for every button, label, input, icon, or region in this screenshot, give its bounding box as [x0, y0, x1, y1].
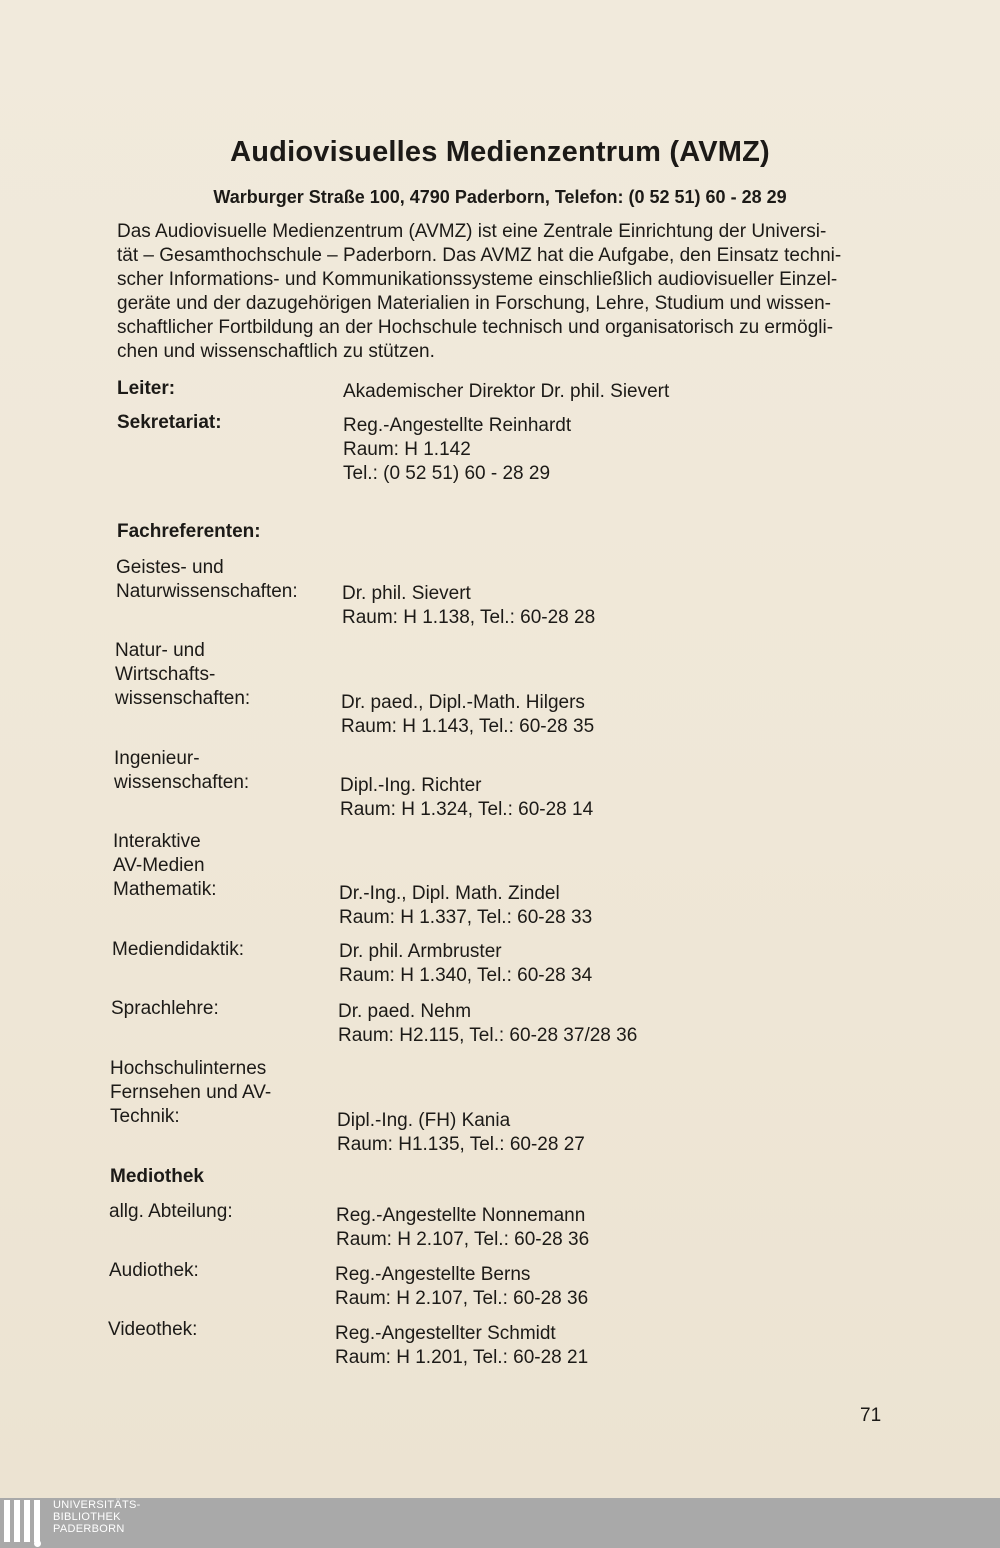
sekretariat-line: Reg.-Angestellte Reinhardt	[343, 415, 572, 436]
label-line: Geistes- und	[116, 557, 224, 578]
page-number: 71	[860, 1405, 882, 1426]
label-line: Fernsehen und AV-	[110, 1082, 272, 1103]
leiter-value: Akademischer Direktor Dr. phil. Sievert	[343, 381, 670, 402]
intro-line: chen und wissenschaftlich zu stützen.	[117, 341, 435, 362]
library-line: PADERBORN	[53, 1523, 125, 1535]
sekretariat-line: Raum: H 1.142	[343, 439, 471, 460]
library-line: UNIVERSITÄTS-	[53, 1499, 141, 1511]
label-line: Mathematik:	[113, 879, 217, 900]
fachreferent-label	[112, 938, 244, 962]
value-line: Dipl.-Ing. Richter	[340, 775, 482, 796]
sekretariat-label: Sekretariat:	[117, 412, 222, 433]
fachreferent-value	[339, 940, 592, 988]
value-line: Dr. phil. Armbruster	[339, 941, 502, 962]
library-line: BIBLIOTHEK	[53, 1511, 121, 1523]
fachreferent-label	[115, 639, 250, 711]
label-line: Interaktive	[113, 831, 201, 852]
value-line: Dr. paed. Nehm	[338, 1001, 472, 1022]
mediothek-value	[335, 1322, 588, 1370]
value-line: Dr. paed., Dipl.-Math. Hilgers	[341, 692, 585, 713]
intro-line: geräte und der dazugehörigen Materialien in Forschung, Lehre, Studium und wissen-	[117, 293, 831, 314]
mediothek-heading: Mediothek	[110, 1166, 204, 1187]
mediothek-label: allg. Abteilung:	[109, 1201, 233, 1222]
fachreferent-label	[114, 747, 249, 795]
fachreferent-value	[339, 882, 592, 930]
fachreferent-value	[338, 1000, 637, 1048]
intro-line: schaftlicher Fortbildung an der Hochschule technisch und organisatorisch zu ermögli-	[117, 317, 834, 338]
sekretariat-value	[343, 414, 571, 486]
fachreferent-value	[341, 691, 594, 739]
intro-line: tät – Gesamthochschule – Paderborn. Das AVMZ hat die Aufgabe, den Einsatz techni-	[117, 245, 842, 266]
label-line: wissenschaften:	[115, 688, 251, 709]
mediothek-value	[336, 1204, 589, 1252]
value-line: Raum: H 2.107, Tel.: 60-28 36	[335, 1288, 589, 1309]
label-line: Ingenieur-	[114, 748, 200, 769]
label-line: Sprachlehre:	[111, 998, 219, 1019]
intro-line: Das Audiovisuelle Medienzentrum (AVMZ) ist eine Zentrale Einrichtung der Universi-	[117, 221, 827, 242]
mediothek-value	[335, 1263, 588, 1311]
value-line: Raum: H 2.107, Tel.: 60-28 36	[336, 1229, 590, 1250]
value-line: Raum: H 1.340, Tel.: 60-28 34	[339, 965, 593, 986]
fachreferent-value	[340, 774, 593, 822]
value-line: Reg.-Angestellter Schmidt	[335, 1323, 556, 1344]
fachreferent-label	[113, 830, 216, 902]
fachreferent-label	[116, 556, 298, 604]
label-line: Naturwissenschaften:	[116, 581, 298, 602]
value-line: Dr.-Ing., Dipl. Math. Zindel	[339, 883, 560, 904]
value-line: Reg.-Angestellte Berns	[335, 1264, 531, 1285]
value-line: Reg.-Angestellte Nonnemann	[336, 1205, 586, 1226]
label-line: AV-Medien	[113, 855, 205, 876]
library-name	[53, 1499, 141, 1535]
intro-line: scher Informations- und Kommunikationssysteme einschließlich audiovisueller Einzel-	[117, 269, 838, 290]
label-line: wissenschaften:	[114, 772, 250, 793]
value-line: Raum: H 1.138, Tel.: 60-28 28	[342, 607, 596, 628]
label-line: Wirtschafts-	[115, 664, 216, 685]
intro-paragraph	[117, 220, 897, 364]
fachreferent-label	[111, 997, 219, 1021]
value-line: Dr. phil. Sievert	[342, 583, 471, 604]
fachreferenten-heading: Fachreferenten:	[117, 521, 261, 542]
value-line: Raum: H1.135, Tel.: 60-28 27	[337, 1134, 585, 1155]
value-line: Raum: H2.115, Tel.: 60-28 37/28 36	[338, 1025, 638, 1046]
value-line: Raum: H 1.324, Tel.: 60-28 14	[340, 799, 594, 820]
leiter-label: Leiter:	[117, 378, 176, 399]
page-title: Audiovisuelles Medienzentrum (AVMZ)	[230, 136, 770, 168]
value-line: Dipl.-Ing. (FH) Kania	[337, 1110, 511, 1131]
library-footer	[0, 1498, 1000, 1548]
mediothek-label: Audiothek:	[109, 1260, 199, 1281]
fachreferent-value	[342, 582, 595, 630]
label-line: Natur- und	[115, 640, 205, 661]
fachreferent-value	[337, 1109, 585, 1157]
value-line: Raum: H 1.143, Tel.: 60-28 35	[341, 716, 595, 737]
fachreferent-label	[110, 1057, 271, 1129]
value-line: Raum: H 1.337, Tel.: 60-28 33	[339, 907, 593, 928]
address-line: Warburger Straße 100, 4790 Paderborn, Telefon: (0 52 51) 60 - 28 29	[213, 187, 787, 207]
label-line: Hochschulinternes	[110, 1058, 267, 1079]
value-line: Raum: H 1.201, Tel.: 60-28 21	[335, 1347, 589, 1368]
mediothek-label: Videothek:	[108, 1319, 198, 1340]
sekretariat-line: Tel.: (0 52 51) 60 - 28 29	[343, 463, 551, 484]
label-line: Technik:	[110, 1106, 180, 1127]
label-line: Mediendidaktik:	[112, 939, 245, 960]
